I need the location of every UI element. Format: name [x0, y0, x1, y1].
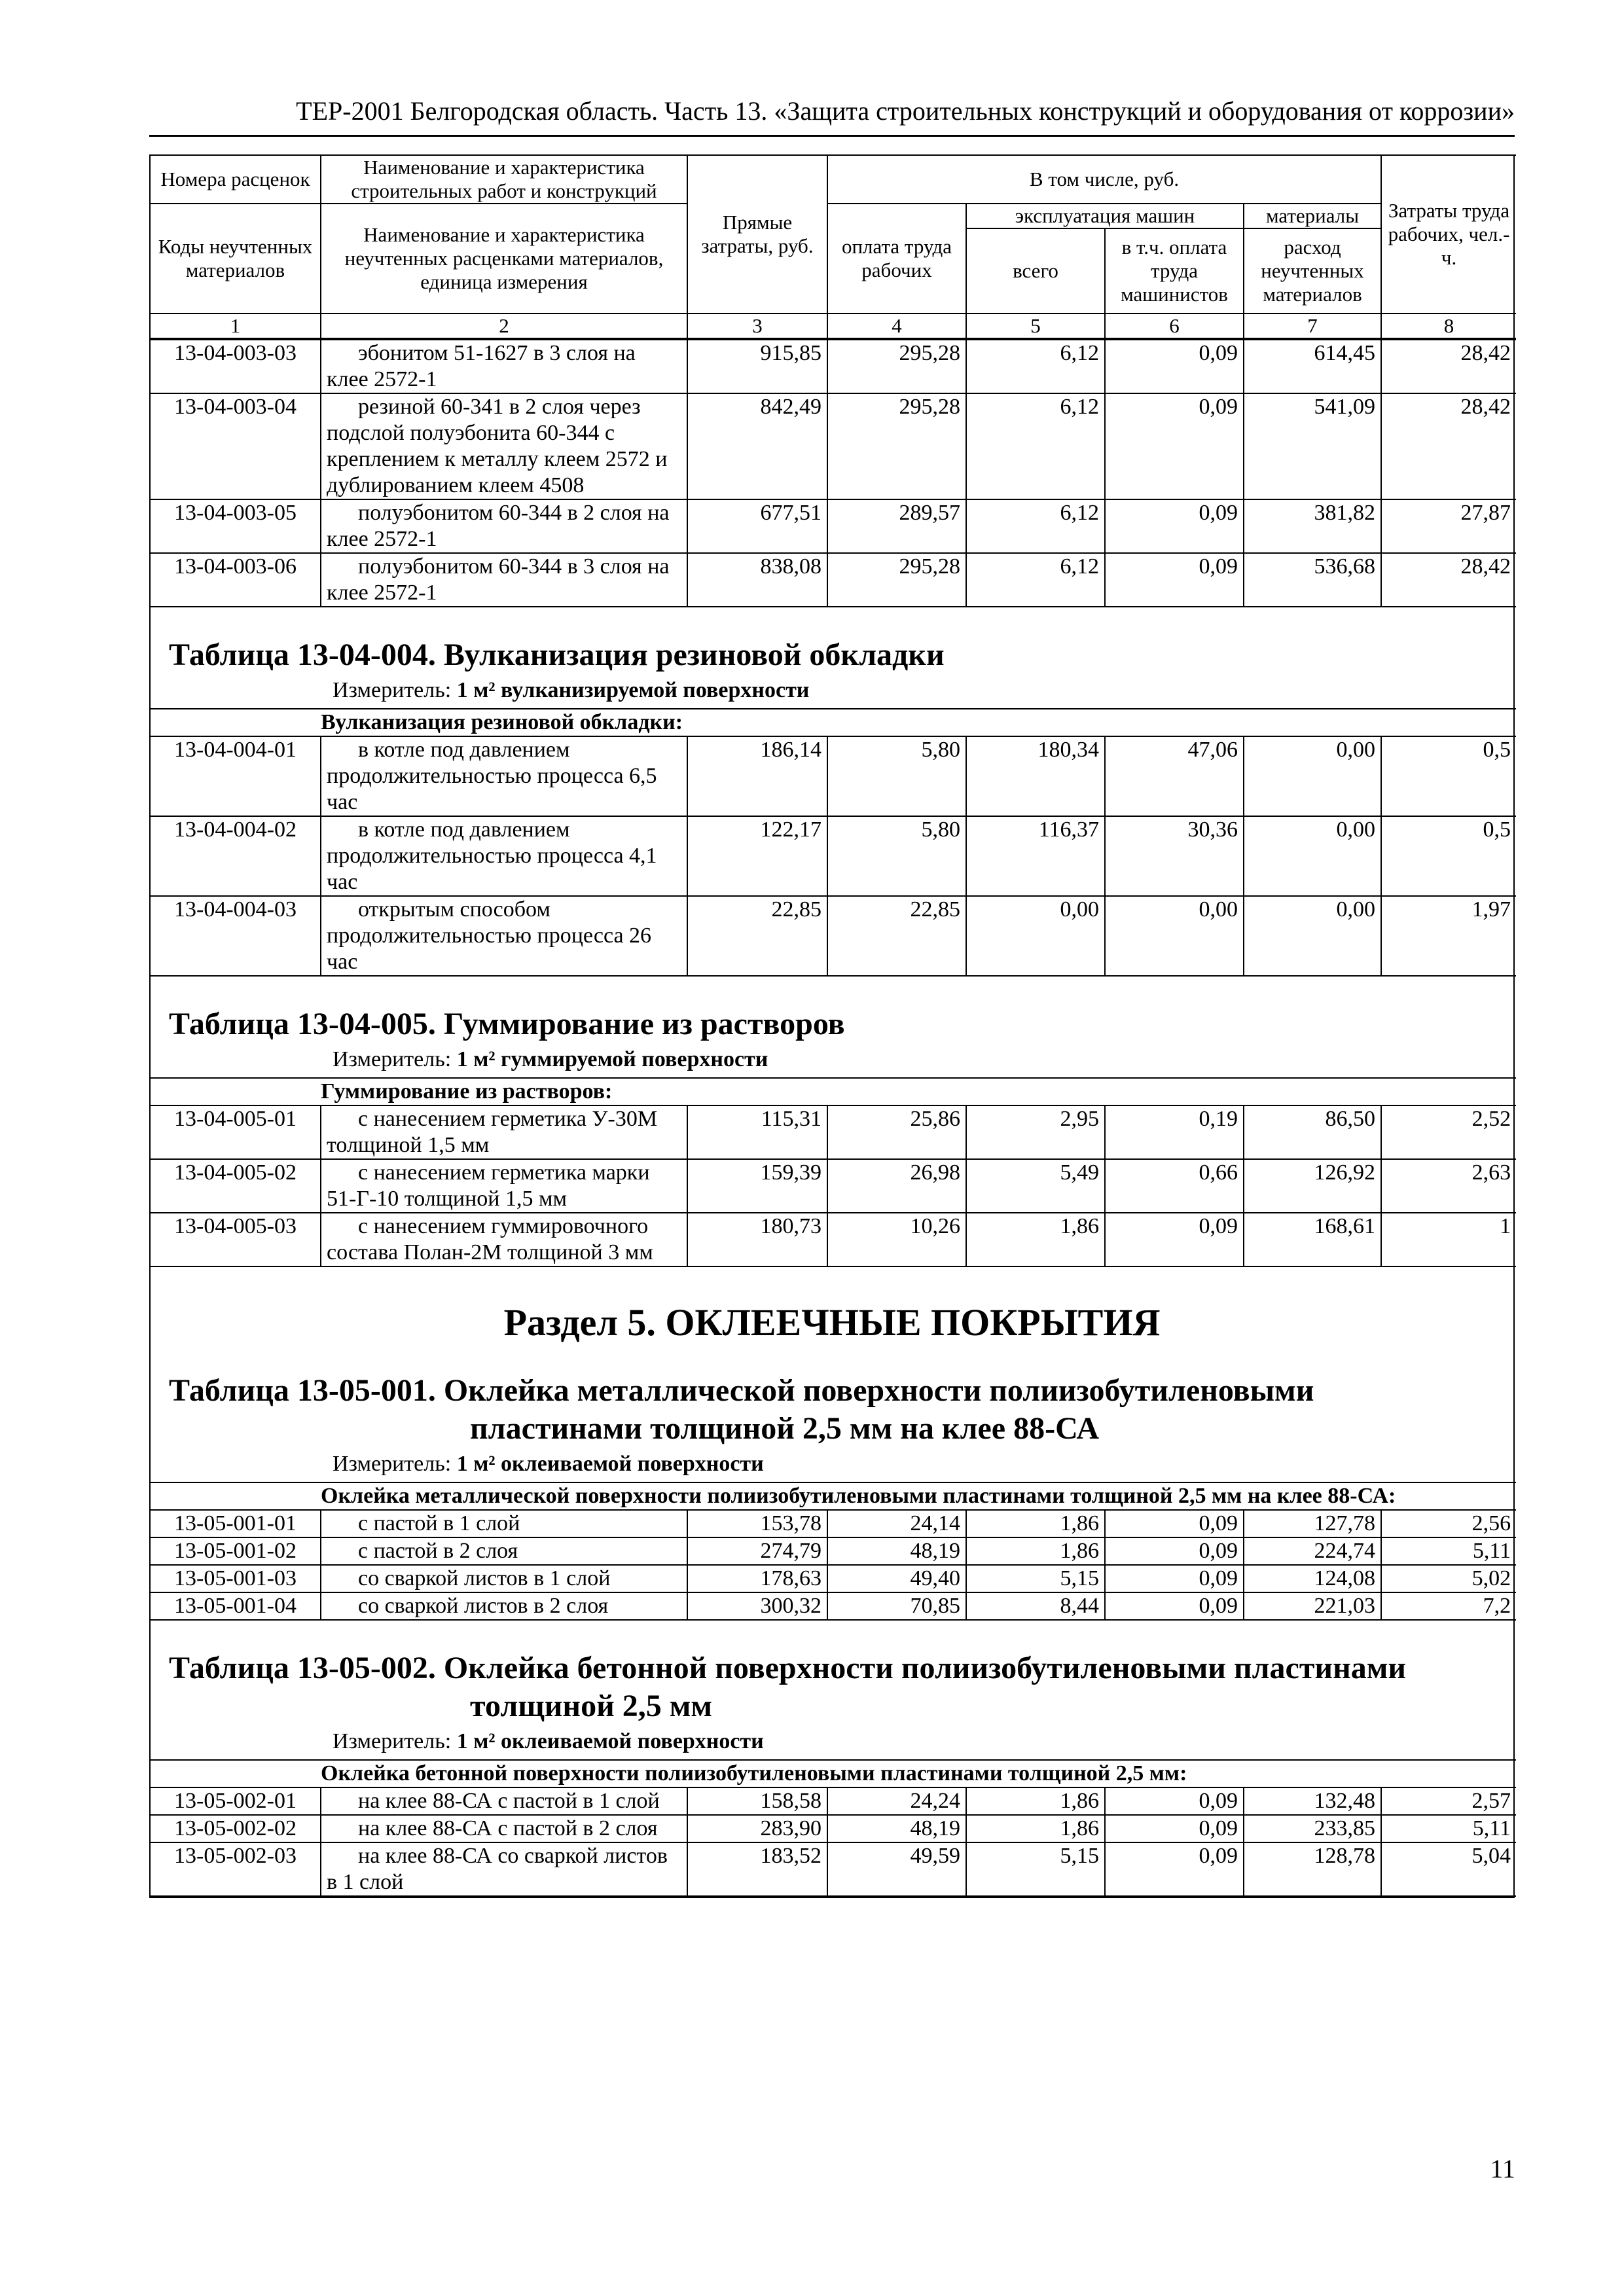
- machines-total: 1,86: [966, 1213, 1105, 1266]
- column-number: 3: [687, 314, 827, 338]
- machines-total: 5,15: [966, 1842, 1105, 1896]
- machinist-pay: 47,06: [1105, 736, 1244, 816]
- machines-total: 116,37: [966, 816, 1105, 896]
- table-row: [151, 1787, 1516, 1815]
- rate-name: в котле под давлением продолжительностью процесса 6,5 час: [321, 736, 687, 816]
- rate-code: 13-04-004-03: [151, 896, 321, 976]
- page-header: ТЕР-2001 Белгородская область. Часть 13. «Защита строительных конструкций и оборудования от коррозии»: [149, 92, 1515, 137]
- rate-name: с пастой в 2 слоя: [321, 1537, 687, 1565]
- header-labor-hours: Затраты труда рабочих, чел.-ч.: [1381, 155, 1516, 314]
- column-number: 4: [827, 314, 966, 338]
- group-heading: Гуммирование из растворов:: [151, 1078, 1516, 1105]
- table-row: [151, 499, 1516, 553]
- worker-pay: 5,80: [827, 736, 966, 816]
- header-materials: материалы: [1244, 204, 1381, 228]
- worker-pay: 49,40: [827, 1565, 966, 1592]
- header-machinist-pay: в т.ч. оплата труда машинистов: [1105, 228, 1244, 314]
- table-row: [151, 1815, 1516, 1842]
- worker-pay: 295,28: [827, 340, 966, 393]
- materials-cost: 127,78: [1244, 1510, 1381, 1537]
- machinist-pay: 30,36: [1105, 816, 1244, 896]
- machines-total: 1,86: [966, 1510, 1105, 1537]
- worker-pay: 10,26: [827, 1213, 966, 1266]
- table-row: [151, 1159, 1516, 1213]
- labor-hours: 5,02: [1381, 1565, 1516, 1592]
- rate-code: 13-04-003-05: [151, 499, 321, 553]
- direct-costs: 842,49: [687, 393, 827, 499]
- rate-name: на клее 88-СА с пастой в 2 слоя: [321, 1815, 687, 1842]
- rate-name: со сваркой листов в 1 слой: [321, 1565, 687, 1592]
- header-material-name: Наименование и характеристика неучтенных расценками материалов, единица измерения: [321, 204, 687, 314]
- direct-costs: 22,85: [687, 896, 827, 976]
- measure-line: [151, 1448, 1513, 1482]
- group-heading: Оклейка бетонной поверхности полиизобутиленовыми пластинами толщиной 2,5 мм:: [151, 1760, 1516, 1787]
- column-header-table: [151, 154, 1516, 339]
- measure-line: [151, 1043, 1513, 1077]
- rate-code: 13-04-004-01: [151, 736, 321, 816]
- rates-table-501: [151, 1482, 1516, 1621]
- measure-unit: 1 м² оклеиваемой поверхности: [456, 1729, 764, 1753]
- materials-cost: 168,61: [1244, 1213, 1381, 1266]
- column-number: 5: [966, 314, 1105, 338]
- measure-label: Измеритель:: [333, 1047, 452, 1071]
- worker-pay: 289,57: [827, 499, 966, 553]
- machinist-pay: 0,09: [1105, 393, 1244, 499]
- direct-costs: 283,90: [687, 1815, 827, 1842]
- labor-hours: 2,56: [1381, 1510, 1516, 1537]
- column-number: 1: [151, 314, 321, 338]
- materials-cost: 0,00: [1244, 816, 1381, 896]
- table-row: [151, 896, 1516, 976]
- direct-costs: 153,78: [687, 1510, 827, 1537]
- header-machines-total: всего: [966, 228, 1105, 314]
- header-work-name: Наименование и характеристика строительных работ и конструкций: [321, 155, 687, 204]
- measure-label: Измеритель:: [333, 1729, 452, 1753]
- machinist-pay: 0,66: [1105, 1159, 1244, 1213]
- machines-total: 5,49: [966, 1159, 1105, 1213]
- rate-name: полуэбонитом 60-344 в 2 слоя на клее 2572-1: [321, 499, 687, 553]
- materials-cost: 614,45: [1244, 340, 1381, 393]
- labor-hours: 0,5: [1381, 736, 1516, 816]
- machines-total: 1,86: [966, 1815, 1105, 1842]
- header-worker-pay: оплата труда рабочих: [827, 204, 966, 314]
- measure-line: [151, 674, 1513, 708]
- machines-total: 1,86: [966, 1787, 1105, 1815]
- labor-hours: 5,04: [1381, 1842, 1516, 1896]
- worker-pay: 5,80: [827, 816, 966, 896]
- labor-hours: 1,97: [1381, 896, 1516, 976]
- machinist-pay: 0,19: [1105, 1105, 1244, 1159]
- table-row: [151, 1510, 1516, 1537]
- table-row: [151, 393, 1516, 499]
- direct-costs: 677,51: [687, 499, 827, 553]
- machinist-pay: 0,09: [1105, 1815, 1244, 1842]
- table-title: [151, 1621, 1513, 1725]
- materials-cost: 541,09: [1244, 393, 1381, 499]
- materials-cost: 0,00: [1244, 736, 1381, 816]
- table-row: [151, 1105, 1516, 1159]
- table-row: [151, 1537, 1516, 1565]
- machinist-pay: 0,09: [1105, 1213, 1244, 1266]
- rate-name: полуэбонитом 60-344 в 3 слоя на клее 2572-1: [321, 553, 687, 607]
- direct-costs: 183,52: [687, 1842, 827, 1896]
- materials-cost: 381,82: [1244, 499, 1381, 553]
- group-heading: Вулканизация резиновой обкладки:: [151, 709, 1516, 736]
- header-unaccounted-materials: расход неучтенных материалов: [1244, 228, 1381, 314]
- machines-total: 6,12: [966, 499, 1105, 553]
- rate-code: 13-04-004-02: [151, 816, 321, 896]
- rate-code: 13-04-003-03: [151, 340, 321, 393]
- document-frame: [149, 154, 1515, 1898]
- rate-name: открытым способом продолжительностью процесса 26 час: [321, 896, 687, 976]
- rate-name: эбонитом 51-1627 в 3 слоя на клее 2572-1: [321, 340, 687, 393]
- materials-cost: 233,85: [1244, 1815, 1381, 1842]
- materials-cost: 0,00: [1244, 896, 1381, 976]
- rate-name: с нанесением гуммировочного состава Полан-2М толщиной 3 мм: [321, 1213, 687, 1266]
- direct-costs: 300,32: [687, 1592, 827, 1620]
- direct-costs: 159,39: [687, 1159, 827, 1213]
- labor-hours: 27,87: [1381, 499, 1516, 553]
- rates-table-502: [151, 1759, 1516, 1897]
- column-number: 6: [1105, 314, 1244, 338]
- labor-hours: 0,5: [1381, 816, 1516, 896]
- materials-cost: 132,48: [1244, 1787, 1381, 1815]
- machines-total: 6,12: [966, 340, 1105, 393]
- worker-pay: 295,28: [827, 393, 966, 499]
- direct-costs: 122,17: [687, 816, 827, 896]
- labor-hours: 2,63: [1381, 1159, 1516, 1213]
- materials-cost: 128,78: [1244, 1842, 1381, 1896]
- labor-hours: 1: [1381, 1213, 1516, 1266]
- rate-code: 13-04-005-01: [151, 1105, 321, 1159]
- measure-unit: 1 м² гуммируемой поверхности: [456, 1047, 768, 1071]
- rate-name: резиной 60-341 в 2 слоя через подслой полуэбонита 60-344 с креплением к металлу клеем 2572 и дублированием клеем 4508: [321, 393, 687, 499]
- table-row: [151, 816, 1516, 896]
- column-number: 8: [1381, 314, 1516, 338]
- rate-code: 13-04-005-03: [151, 1213, 321, 1266]
- machines-total: 8,44: [966, 1592, 1105, 1620]
- labor-hours: 2,57: [1381, 1787, 1516, 1815]
- labor-hours: 28,42: [1381, 393, 1516, 499]
- rate-code: 13-05-001-01: [151, 1510, 321, 1537]
- rate-code: 13-04-003-04: [151, 393, 321, 499]
- rate-code: 13-05-002-03: [151, 1842, 321, 1896]
- measure-unit: 1 м² вулканизируемой поверхности: [456, 678, 810, 702]
- worker-pay: 26,98: [827, 1159, 966, 1213]
- rates-table-004: [151, 708, 1516, 977]
- labor-hours: 2,52: [1381, 1105, 1516, 1159]
- machinist-pay: 0,09: [1105, 1592, 1244, 1620]
- rate-code: 13-04-005-02: [151, 1159, 321, 1213]
- machinist-pay: 0,00: [1105, 896, 1244, 976]
- machinist-pay: 0,09: [1105, 1510, 1244, 1537]
- machines-total: 6,12: [966, 553, 1105, 607]
- table-row: [151, 1842, 1516, 1896]
- labor-hours: 28,42: [1381, 553, 1516, 607]
- labor-hours: 7,2: [1381, 1592, 1516, 1620]
- column-number: 2: [321, 314, 687, 338]
- machines-total: 2,95: [966, 1105, 1105, 1159]
- direct-costs: 178,63: [687, 1565, 827, 1592]
- materials-cost: 221,03: [1244, 1592, 1381, 1620]
- header-including: В том числе, руб.: [827, 155, 1381, 204]
- worker-pay: 22,85: [827, 896, 966, 976]
- worker-pay: 49,59: [827, 1842, 966, 1896]
- labor-hours: 5,11: [1381, 1537, 1516, 1565]
- rates-table-005: [151, 1077, 1516, 1267]
- machinist-pay: 0,09: [1105, 553, 1244, 607]
- materials-cost: 124,08: [1244, 1565, 1381, 1592]
- direct-costs: 180,73: [687, 1213, 827, 1266]
- materials-cost: 224,74: [1244, 1537, 1381, 1565]
- table-title-line: толщиной 2,5 мм: [470, 1689, 713, 1723]
- header-material-codes: Коды неучтенных материалов: [151, 204, 321, 314]
- rate-code: 13-04-003-06: [151, 553, 321, 607]
- worker-pay: 24,24: [827, 1787, 966, 1815]
- rate-code: 13-05-002-02: [151, 1815, 321, 1842]
- rates-table-003: [151, 339, 1516, 607]
- table-row: [151, 1565, 1516, 1592]
- worker-pay: 24,14: [827, 1510, 966, 1537]
- column-number: 7: [1244, 314, 1381, 338]
- machines-total: 5,15: [966, 1565, 1105, 1592]
- materials-cost: 86,50: [1244, 1105, 1381, 1159]
- rate-code: 13-05-002-01: [151, 1787, 321, 1815]
- machines-total: 1,86: [966, 1537, 1105, 1565]
- rate-name: в котле под давлением продолжительностью процесса 4,1 час: [321, 816, 687, 896]
- machinist-pay: 0,09: [1105, 340, 1244, 393]
- header-machine-operation: эксплуатация машин: [966, 204, 1244, 228]
- measure-label: Измеритель:: [333, 678, 452, 702]
- measure-unit: 1 м² оклеиваемой поверхности: [456, 1452, 764, 1476]
- rate-name: с нанесением герметика У-30М толщиной 1,5 мм: [321, 1105, 687, 1159]
- materials-cost: 126,92: [1244, 1159, 1381, 1213]
- machines-total: 6,12: [966, 393, 1105, 499]
- table-title-line: Таблица 13-05-001. Оклейка металлической поверхности полиизобутиленовыми: [169, 1373, 1314, 1408]
- machines-total: 0,00: [966, 896, 1105, 976]
- table-row: [151, 340, 1516, 393]
- worker-pay: 70,85: [827, 1592, 966, 1620]
- page-number: 11: [1490, 2154, 1515, 2183]
- header-direct-costs: Прямые затраты, руб.: [687, 155, 827, 314]
- table-row: [151, 1592, 1516, 1620]
- direct-costs: 158,58: [687, 1787, 827, 1815]
- machines-total: 180,34: [966, 736, 1105, 816]
- rate-name: с пастой в 1 слой: [321, 1510, 687, 1537]
- header-rate-numbers: Номера расценок: [151, 155, 321, 204]
- worker-pay: 25,86: [827, 1105, 966, 1159]
- table-title: Таблица 13-04-005. Гуммирование из растворов: [169, 1007, 845, 1041]
- direct-costs: 274,79: [687, 1537, 827, 1565]
- machinist-pay: 0,09: [1105, 499, 1244, 553]
- direct-costs: 186,14: [687, 736, 827, 816]
- machinist-pay: 0,09: [1105, 1565, 1244, 1592]
- machinist-pay: 0,09: [1105, 1842, 1244, 1896]
- rate-name: на клее 88-СА со сваркой листов в 1 слой: [321, 1842, 687, 1896]
- direct-costs: 838,08: [687, 553, 827, 607]
- measure-line: [151, 1725, 1513, 1759]
- table-title: Таблица 13-04-004. Вулканизация резиновой обкладки: [169, 637, 945, 672]
- worker-pay: 295,28: [827, 553, 966, 607]
- group-heading: Оклейка металлической поверхности полиизобутиленовыми пластинами толщиной 2,5 мм на клее 88-СА:: [151, 1482, 1516, 1510]
- direct-costs: 115,31: [687, 1105, 827, 1159]
- rate-code: 13-05-001-02: [151, 1537, 321, 1565]
- direct-costs: 915,85: [687, 340, 827, 393]
- table-title: [151, 1352, 1513, 1448]
- section-heading: Раздел 5. ОКЛЕЕЧНЫЕ ПОКРЫТИЯ: [503, 1301, 1161, 1344]
- machinist-pay: 0,09: [1105, 1537, 1244, 1565]
- table-row: [151, 736, 1516, 816]
- labor-hours: 5,11: [1381, 1815, 1516, 1842]
- table-title-line: Таблица 13-05-002. Оклейка бетонной поверхности полиизобутиленовыми пластинами: [169, 1651, 1407, 1685]
- table-row: [151, 553, 1516, 607]
- materials-cost: 536,68: [1244, 553, 1381, 607]
- rate-name: со сваркой листов в 2 слоя: [321, 1592, 687, 1620]
- table-row: [151, 1213, 1516, 1266]
- worker-pay: 48,19: [827, 1815, 966, 1842]
- measure-label: Измеритель:: [333, 1452, 452, 1476]
- labor-hours: 28,42: [1381, 340, 1516, 393]
- table-title-line: пластинами толщиной 2,5 мм на клее 88-СА: [470, 1411, 1100, 1446]
- worker-pay: 48,19: [827, 1537, 966, 1565]
- rate-code: 13-05-001-03: [151, 1565, 321, 1592]
- rate-name: на клее 88-СА с пастой в 1 слой: [321, 1787, 687, 1815]
- machinist-pay: 0,09: [1105, 1787, 1244, 1815]
- rate-name: с нанесением герметика марки 51-Г-10 толщиной 1,5 мм: [321, 1159, 687, 1213]
- rate-code: 13-05-001-04: [151, 1592, 321, 1620]
